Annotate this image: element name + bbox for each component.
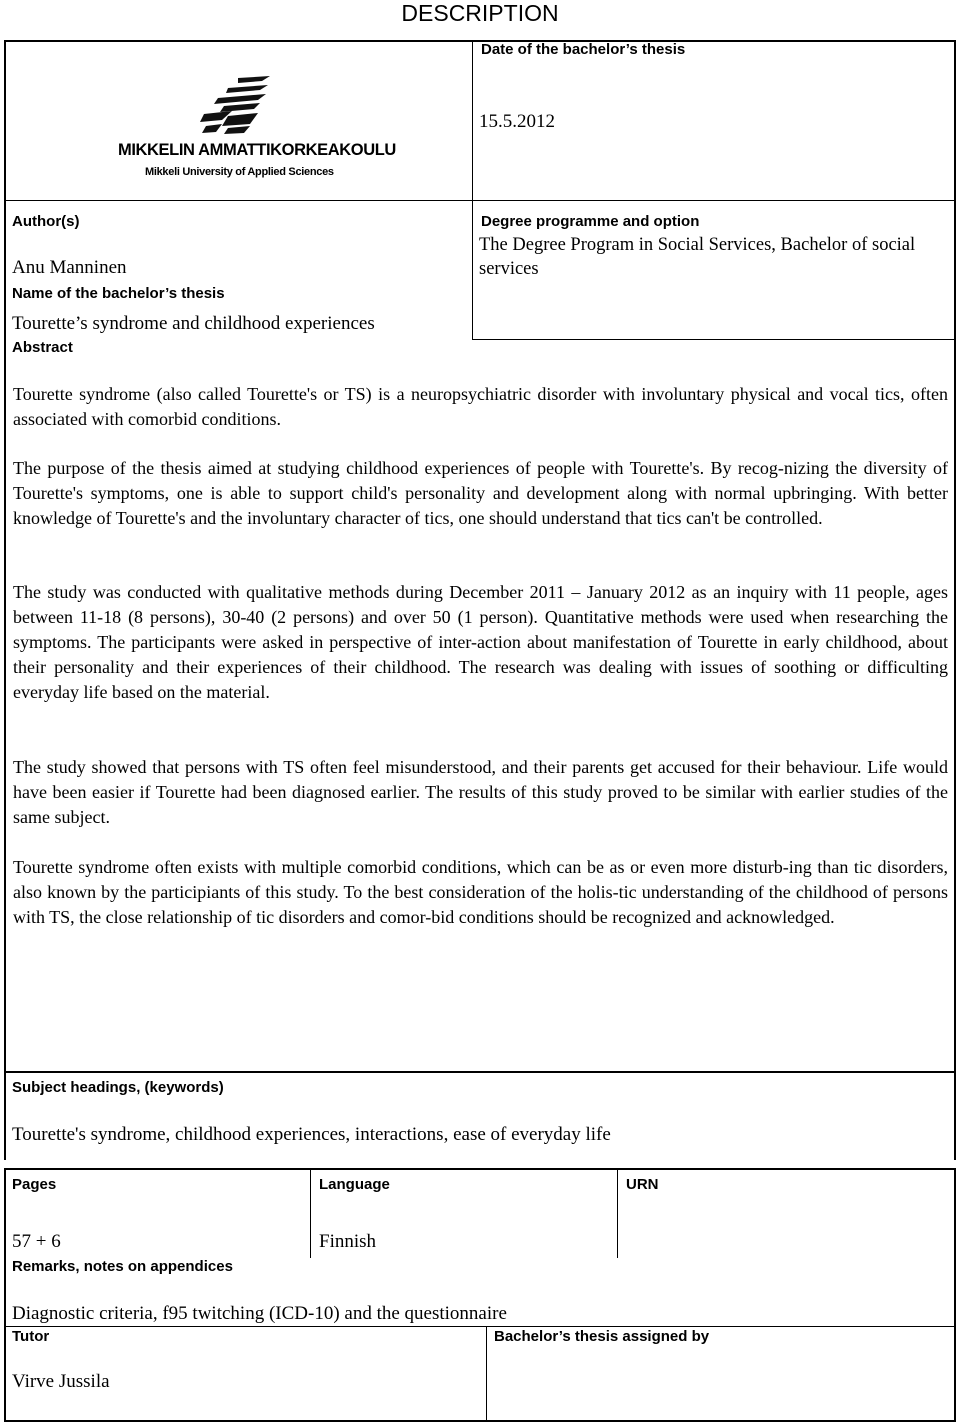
abstract-paragraph: The study was conducted with qualitative methods during December 2011 – January 2012 as an inquiry with 11 people, ages between 11-18 (8 persons), 30-40 (2 persons) and over 50 (1 person). Quantitative methods were used when researching the symptoms. The participants were asked in perspective of inter-action about manifestation of Tourette in early childhood, about their personality and their experiences of their childhood. The research was dealing with issues of soothing or difficulting everyday life based on the material. bbox=[13, 582, 948, 702]
divider-tutor-assigned bbox=[486, 1326, 487, 1422]
pages-label: Pages bbox=[12, 1176, 57, 1193]
remarks-value: Diagnostic criteria, f95 twitching (ICD-10) and the questionnaire bbox=[12, 1303, 507, 1324]
remarks-label: Remarks, notes on appendices bbox=[12, 1258, 233, 1275]
frame-left-lower bbox=[4, 1168, 6, 1422]
date-value: 15.5.2012 bbox=[479, 111, 555, 132]
assigned-by-label: Bachelor’s thesis assigned by bbox=[494, 1328, 710, 1345]
tutor-value: Virve Jussila bbox=[12, 1371, 110, 1392]
language-label: Language bbox=[319, 1176, 390, 1193]
divider-pages-language bbox=[310, 1168, 311, 1258]
divider-remarks-tutor bbox=[4, 1326, 956, 1327]
language-value: Finnish bbox=[319, 1231, 377, 1252]
divider-abstract-bottom bbox=[4, 1071, 956, 1073]
school-name: MIKKELIN AMMATTIKORKEAKOULU bbox=[118, 141, 396, 159]
page-title: DESCRIPTION bbox=[401, 0, 559, 26]
frame-left-upper bbox=[4, 40, 6, 1160]
abstract-paragraph: The study showed that persons with TS often feel misunderstood, and their parents get accused for their behaviour. Life would have been easier if Tourette had been diagnosed earlier. The results of this study proved to be similar with earlier studies of the same subject. bbox=[13, 757, 948, 827]
school-name-english: Mikkeli University of Applied Sciences bbox=[145, 166, 334, 178]
tutor-label: Tutor bbox=[12, 1328, 50, 1345]
frame-bottom bbox=[4, 1420, 956, 1422]
school-logo bbox=[110, 70, 396, 185]
pages-value: 57 + 6 bbox=[12, 1231, 61, 1252]
keywords-value: Tourette's syndrome, childhood experiences, interactions, ease of everyday life bbox=[12, 1124, 611, 1145]
degree-value: The Degree Program in Social Services, Bachelor of social services bbox=[479, 235, 916, 279]
keywords-label: Subject headings, (keywords) bbox=[12, 1079, 224, 1096]
author-value: Anu Manninen bbox=[12, 257, 127, 278]
date-label: Date of the bachelor’s thesis bbox=[481, 41, 686, 58]
divider-logo-bottom bbox=[4, 200, 956, 201]
urn-label: URN bbox=[626, 1176, 659, 1193]
school-logo-emblem-icon bbox=[110, 70, 360, 138]
divider-language-urn bbox=[617, 1168, 618, 1258]
frame-top bbox=[4, 40, 956, 42]
frame-right-upper bbox=[954, 40, 956, 1160]
thesis-name-value: Tourette’s syndrome and childhood experiences bbox=[12, 313, 375, 334]
degree-label: Degree programme and option bbox=[481, 213, 700, 230]
abstract-paragraph: The purpose of the thesis aimed at studying childhood experiences of people with Tourette's. By recog-nizing the diversity of Tourette's symptoms, one is able to support child's personality and development along with normal upbringing. With better knowledge of Tourette's and the involuntary character of tics, one should understand that tics can't be controlled. bbox=[13, 458, 948, 528]
abstract-paragraph: Tourette syndrome often exists with multiple comorbid conditions, which can be as or even more disturb-ing than tic disorders, also known by the participiants of this study. To the best consideration of the holis-tic understanding of the childhood of persons with TS, the close relationship of tic disorders and comor-bid conditions should be recognized and acknowledged. bbox=[13, 857, 948, 927]
abstract-label: Abstract bbox=[12, 339, 73, 356]
author-label: Author(s) bbox=[12, 213, 80, 230]
abstract-paragraph: Tourette syndrome (also called Tourette's or TS) is a neuropsychiatric disorder with involuntary physical and vocal tics, often associated with comorbid conditions. bbox=[13, 384, 948, 429]
frame-right-lower bbox=[954, 1168, 956, 1422]
divider-degree-bottom bbox=[472, 339, 956, 340]
divider-keywords-bottom bbox=[4, 1168, 956, 1170]
thesis-name-label: Name of the bachelor’s thesis bbox=[12, 285, 225, 302]
divider-vertical-top bbox=[472, 40, 473, 340]
